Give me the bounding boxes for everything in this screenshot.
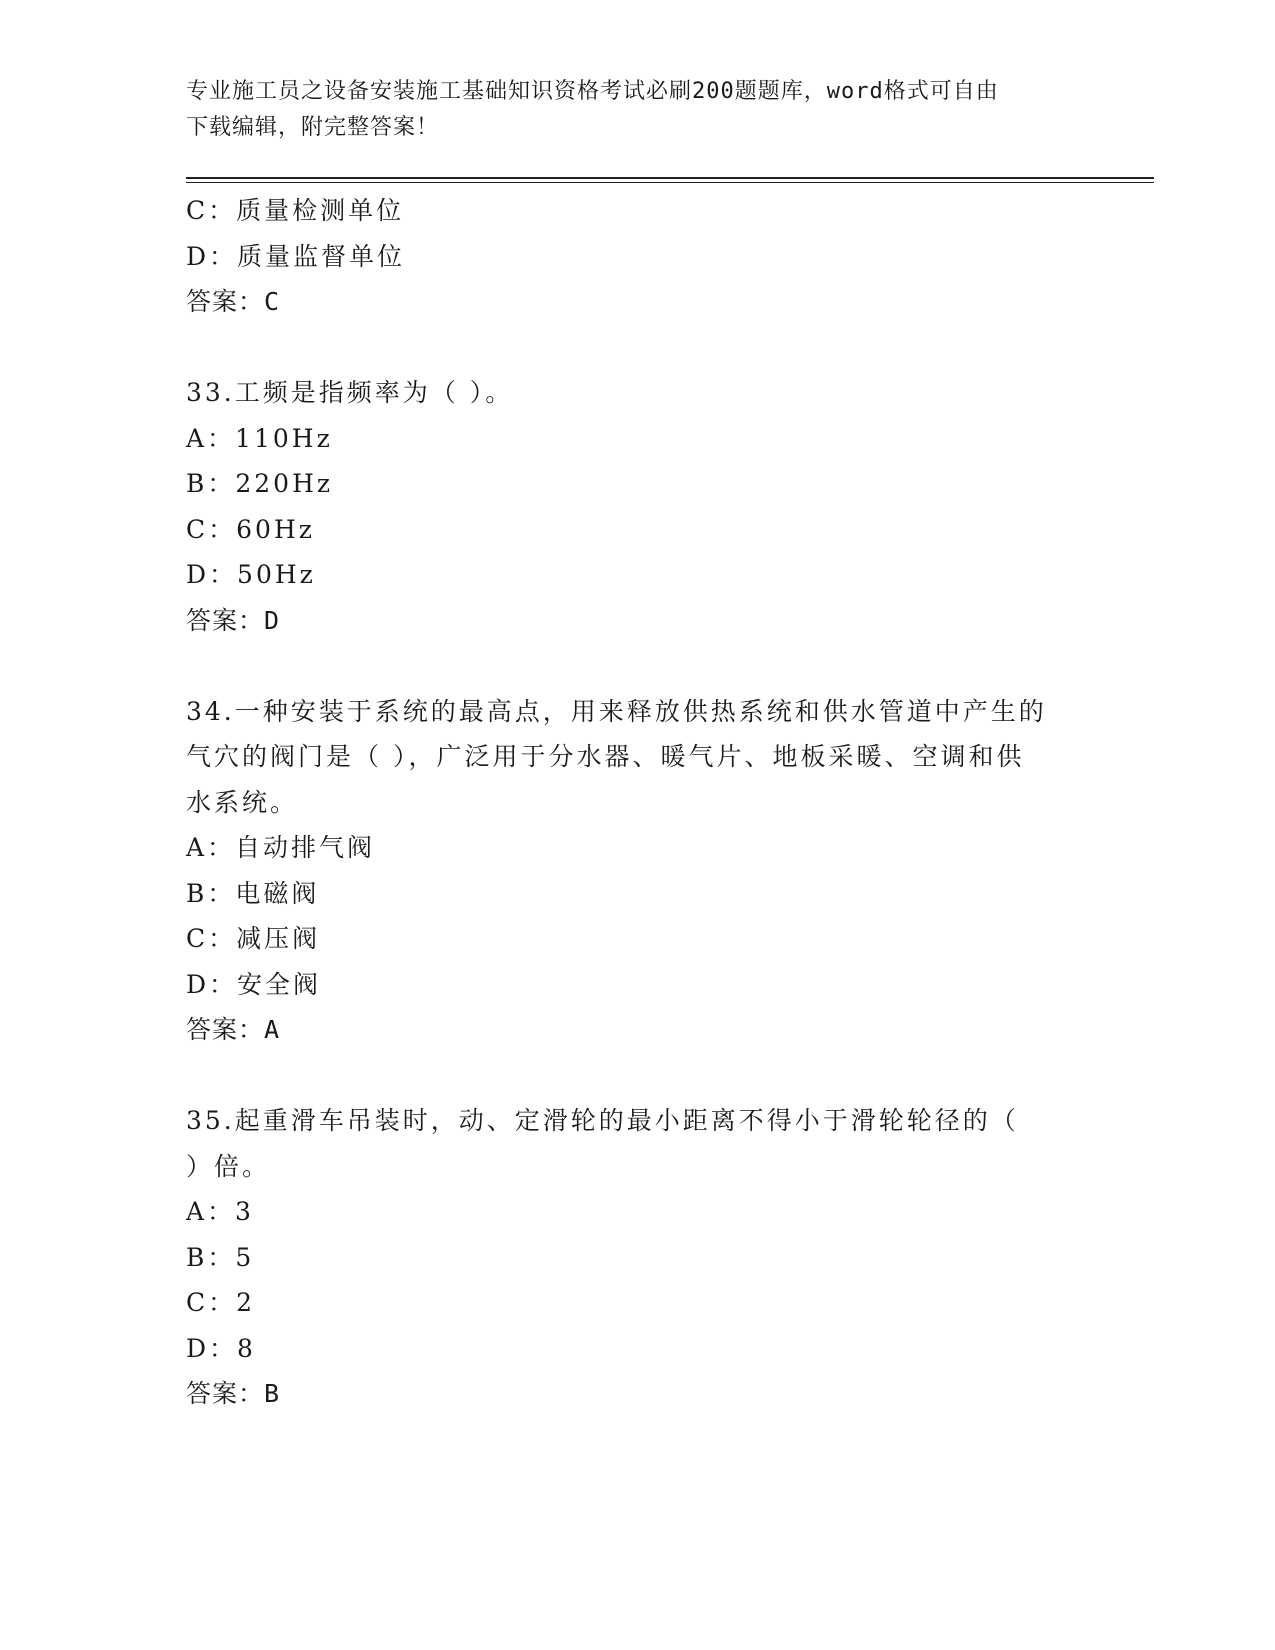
option-d: D：质量监督单位 xyxy=(186,241,406,271)
document-header xyxy=(186,74,1086,146)
answer-line: 答案：C xyxy=(186,287,281,316)
option-b: B：5 xyxy=(186,1242,255,1272)
question-stem-line-3: 水系统。 xyxy=(186,787,299,817)
question-34 xyxy=(186,689,1086,1053)
spacer xyxy=(186,325,1086,371)
option-b: B：220Hz xyxy=(186,469,334,498)
header-rule-thick xyxy=(186,177,1154,179)
question-stem-line-1: 35.起重滑车吊装时，动、定滑轮的最小距离不得小于滑轮轮径的（ xyxy=(186,1106,1019,1135)
spacer xyxy=(186,1053,1086,1099)
answer-line: 答案：D xyxy=(186,605,281,635)
header-line-1: 专业施工员之设备安装施工基础知识资格考试必刷200题题库，word格式可自由 xyxy=(186,79,999,104)
header-rule-thin xyxy=(186,182,1154,183)
answer-line: 答案：A xyxy=(186,1015,281,1044)
option-c: C：质量检测单位 xyxy=(186,196,405,225)
question-stem: 33.工频是指频率为（ ）。 xyxy=(186,378,514,407)
question-stem-line-2: 气穴的阀门是（ ），广泛用于分水器、暖气片、地板采暖、空调和供 xyxy=(186,742,1025,771)
option-c: C：2 xyxy=(186,1288,256,1317)
question-35 xyxy=(186,1098,1086,1417)
carryover-question xyxy=(186,188,1086,325)
option-b: B：电磁阀 xyxy=(186,878,320,908)
option-d: D：50Hz xyxy=(186,560,316,589)
question-stem-line-2: ）倍。 xyxy=(186,1151,271,1181)
header-line-2: 下载编辑，附完整答案！ xyxy=(186,115,440,140)
option-a: A：自动排气阀 xyxy=(186,833,376,862)
option-c: C：减压阀 xyxy=(186,924,321,953)
option-c: C：60Hz xyxy=(186,514,315,544)
option-d: D：8 xyxy=(186,1333,256,1363)
question-list xyxy=(186,188,1086,1417)
question-stem-line-1: 34.一种安装于系统的最高点，用来释放供热系统和供水管道中产生的 xyxy=(186,696,1047,726)
question-33 xyxy=(186,370,1086,643)
option-d: D：安全阀 xyxy=(186,969,322,999)
option-a: A：110Hz xyxy=(186,423,333,453)
spacer xyxy=(186,643,1086,689)
option-a: A：3 xyxy=(186,1197,254,1226)
answer-line: 答案：B xyxy=(186,1379,281,1408)
